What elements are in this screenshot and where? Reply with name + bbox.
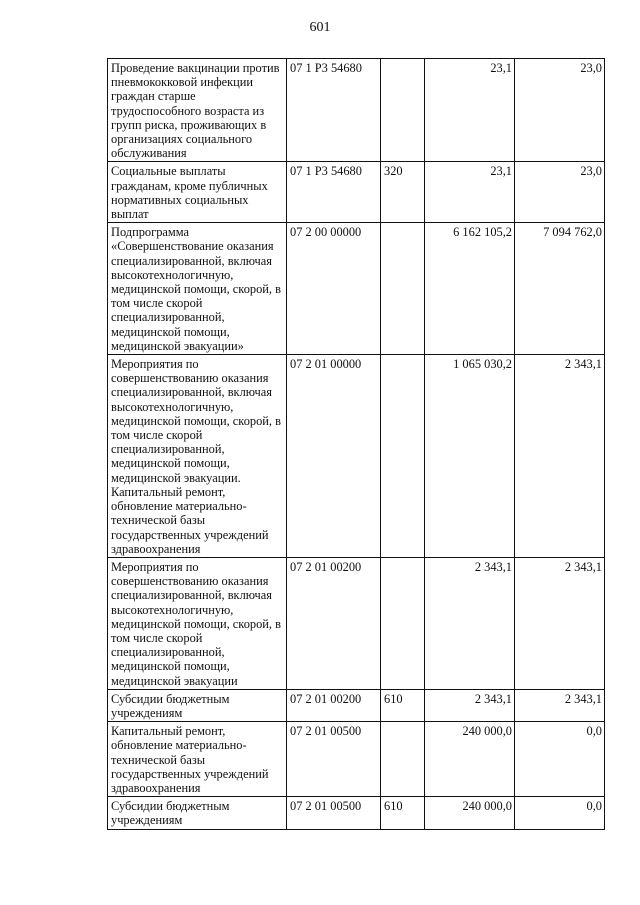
row-name: Мероприятия по совершенствованию оказания специализированной, включая высокотехнологичную, медицинской помощи, скорой, в том числе скорой специализированной, медицинской помощи, медицинской эвакуации: [108, 557, 287, 689]
table-row: [108, 355, 605, 558]
row-amount-1: 2 343,1: [425, 689, 515, 721]
row-expense-type: 610: [381, 689, 425, 721]
row-amount-2: 7 094 762,0: [515, 223, 605, 355]
row-target-code: 07 2 01 00500: [287, 722, 381, 797]
row-target-code: 07 1 P3 54680: [287, 59, 381, 162]
row-target-code: 07 2 01 00200: [287, 689, 381, 721]
row-amount-2: 2 343,1: [515, 355, 605, 558]
table-row: [108, 59, 605, 162]
page-number: 601: [309, 20, 331, 35]
row-amount-1: 23,1: [425, 59, 515, 162]
row-name: Капитальный ремонт, обновление материально-технической базы государственных учреждений здравоохранения: [108, 722, 287, 797]
row-target-code: 07 2 00 00000: [287, 223, 381, 355]
row-name: Социальные выплаты гражданам, кроме публичных нормативных социальных выплат: [108, 162, 287, 223]
row-name: Мероприятия по совершенствованию оказания специализированной, включая высокотехнологичную, медицинской помощи, скорой, в том числе скорой специализированной, медицинской помощи, медицинской эвакуации. Капитальный ремонт, обновление материально-технической базы государственных учреждений здравоохранения: [108, 355, 287, 558]
row-name: Проведение вакцинации против пневмококковой инфекции граждан старше трудоспособного возраста из групп риска, проживающих в организациях социального обслуживания: [108, 59, 287, 162]
row-amount-1: 240 000,0: [425, 797, 515, 829]
row-target-code: 07 2 01 00000: [287, 355, 381, 558]
row-amount-1: 2 343,1: [425, 557, 515, 689]
row-amount-1: 6 162 105,2: [425, 223, 515, 355]
table-row: [108, 162, 605, 223]
table-row: [108, 223, 605, 355]
row-expense-type: [381, 59, 425, 162]
row-expense-type: [381, 355, 425, 558]
row-name: Подпрограмма «Совершенствование оказания специализированной, включая высокотехнологичную, медицинской помощи, скорой, в том числе скорой специализированной, медицинской помощи, медицинской эвакуации»: [108, 223, 287, 355]
table-row: [108, 722, 605, 797]
row-name: Субсидии бюджетным учреждениям: [108, 689, 287, 721]
row-target-code: 07 1 P3 54680: [287, 162, 381, 223]
row-target-code: 07 2 01 00500: [287, 797, 381, 829]
row-expense-type: 320: [381, 162, 425, 223]
row-amount-2: 2 343,1: [515, 689, 605, 721]
row-amount-2: 0,0: [515, 722, 605, 797]
row-expense-type: 610: [381, 797, 425, 829]
row-amount-2: 23,0: [515, 162, 605, 223]
row-name: Субсидии бюджетным учреждениям: [108, 797, 287, 829]
table-row: [108, 689, 605, 721]
row-target-code: 07 2 01 00200: [287, 557, 381, 689]
row-expense-type: [381, 722, 425, 797]
row-amount-1: 240 000,0: [425, 722, 515, 797]
row-amount-2: 23,0: [515, 59, 605, 162]
row-amount-1: 23,1: [425, 162, 515, 223]
table-row: [108, 557, 605, 689]
row-amount-2: 2 343,1: [515, 557, 605, 689]
row-amount-2: 0,0: [515, 797, 605, 829]
row-expense-type: [381, 223, 425, 355]
row-expense-type: [381, 557, 425, 689]
row-amount-1: 1 065 030,2: [425, 355, 515, 558]
table-row: [108, 797, 605, 829]
budget-table: [107, 58, 605, 830]
